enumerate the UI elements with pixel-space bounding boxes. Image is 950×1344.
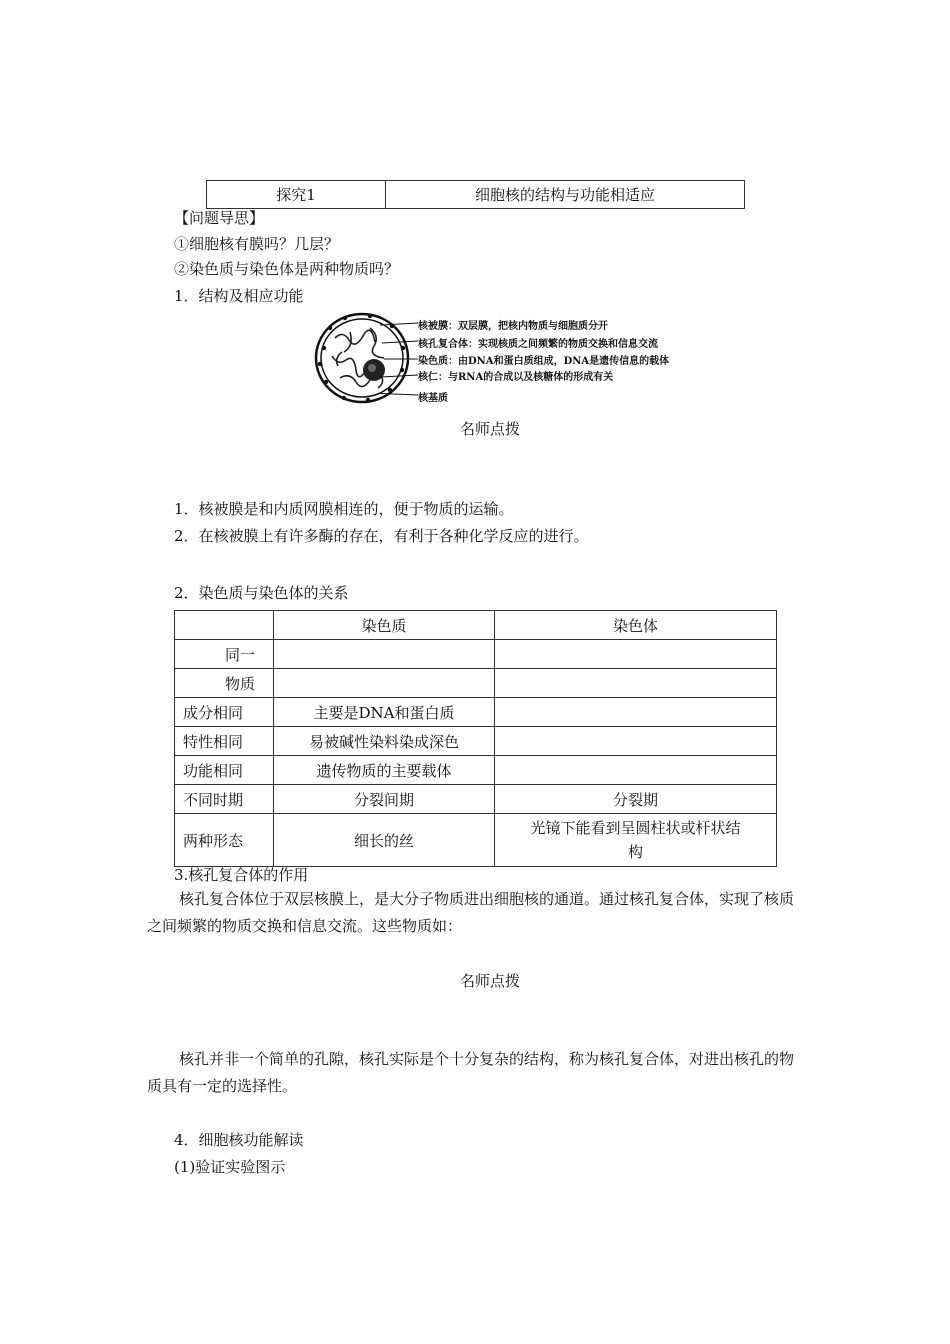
table-cell: [495, 640, 777, 669]
row-label: 同一: [175, 640, 274, 669]
table-cell: 细长的丝: [274, 814, 495, 867]
diagram-leader-lines: [380, 315, 420, 400]
table-header-row: [175, 611, 777, 640]
heading-structure: 1．结构及相应功能: [174, 287, 304, 305]
tip-2: 2．在核被膜上有许多酶的存在，有利于各种化学反应的进行。: [174, 527, 589, 545]
table-cell: [495, 727, 777, 756]
table-header-cell: 染色质: [274, 611, 495, 640]
question-1: ①细胞核有膜吗？几层？: [174, 235, 340, 253]
table-row: [175, 727, 777, 756]
tip-title-2: 名师点拨: [460, 972, 521, 990]
table-cell: [495, 669, 777, 698]
diagram-label-envelope: 核被膜：双层膜，把核内物质与细胞质分开: [418, 321, 608, 332]
tip-1: 1．核被膜是和内质网膜相连的，便于物质的运输。: [174, 500, 514, 518]
table-row: [175, 698, 777, 727]
tip-title-1: 名师点拨: [460, 420, 521, 438]
table-row: [175, 785, 777, 814]
table-cell: [274, 669, 495, 698]
diagram-label-chromatin: 染色质：由DNA和蛋白质组成，DNA是遗传信息的载体: [418, 356, 670, 367]
paragraph-pore-note: 核孔并非一个简单的孔隙，核孔实际是个十分复杂的结构，称为核孔复合体，对进出核孔的物质具有一定的选择性。: [147, 1050, 795, 1095]
subheading-experiment: (1)验证实验图示: [174, 1158, 286, 1176]
row-label: 两种形态: [175, 814, 274, 867]
table-header-cell: 染色体: [495, 611, 777, 640]
diagram-label-matrix: 核基质: [418, 393, 448, 404]
table-cell: [274, 640, 495, 669]
table-cell: [495, 756, 777, 785]
row-label: 成分相同: [175, 698, 274, 727]
heading-relation: 2．染色质与染色体的关系: [174, 584, 349, 602]
section-number: 探究1: [207, 181, 386, 209]
table-cell: 易被碱性染料染成深色: [274, 727, 495, 756]
question-2: ②染色质与染色体是两种物质吗？: [174, 260, 400, 278]
table-cell: 分裂期: [495, 785, 777, 814]
table-cell: 光镜下能看到呈圆柱状或杆状结构: [495, 814, 777, 867]
table-cell: 遗传物质的主要载体: [274, 756, 495, 785]
diagram-label-nucleolus: 核仁：与RNA的合成以及核糖体的形成有关: [418, 372, 614, 383]
table-row: [175, 640, 777, 669]
table-row: [175, 756, 777, 785]
row-label: 特性相同: [175, 727, 274, 756]
heading-function: 4．细胞核功能解读: [174, 1131, 304, 1149]
row-label: 物质: [175, 669, 274, 698]
table-row: [175, 814, 777, 867]
chromatin-table: [174, 610, 777, 867]
row-label: 功能相同: [175, 756, 274, 785]
table-row: [175, 669, 777, 698]
section-header-table: [206, 180, 745, 209]
heading-pore-complex: 3.核孔复合体的作用: [174, 866, 309, 884]
section-title: 细胞核的结构与功能相适应: [386, 181, 745, 209]
table-cell: 分裂间期: [274, 785, 495, 814]
table-cell: 主要是DNA和蛋白质: [274, 698, 495, 727]
row-label: 不同时期: [175, 785, 274, 814]
guide-heading: 【问题导思】: [174, 209, 265, 227]
diagram-label-pore: 核孔复合体：实现核质之间频繁的物质交换和信息交流: [418, 339, 658, 350]
paragraph-pore-complex: 核孔复合体位于双层核膜上，是大分子物质进出细胞核的通道。通过核孔复合体，实现了核质之间频繁的物质交换和信息交流。这些物质如：: [147, 890, 795, 935]
table-header-cell: [175, 611, 274, 640]
table-cell: [495, 698, 777, 727]
